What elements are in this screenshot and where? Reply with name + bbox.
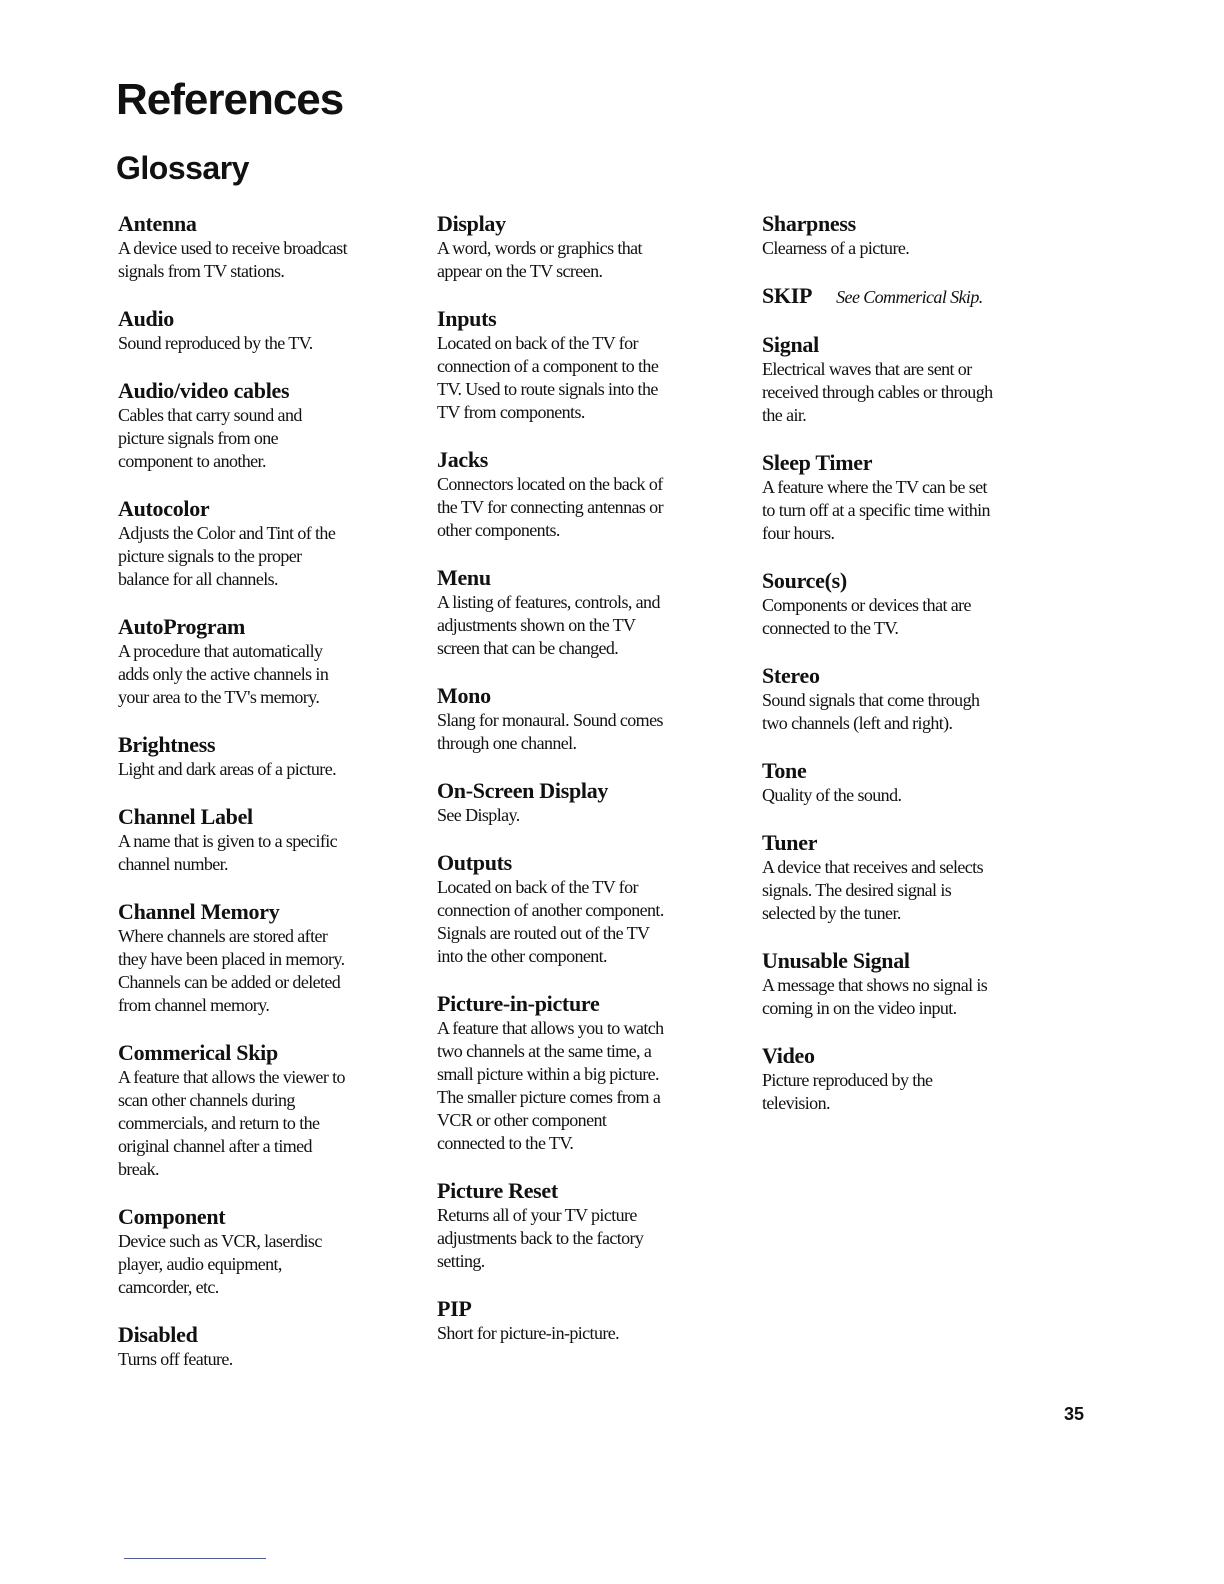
glossary-entry (118, 731, 418, 781)
glossary-entry (762, 449, 1072, 545)
glossary-entry (437, 777, 737, 827)
glossary-entry (437, 1177, 737, 1273)
glossary-term: Outputs (437, 850, 512, 875)
glossary-term: Autocolor (118, 496, 210, 521)
glossary-entry (118, 495, 418, 591)
glossary-term: PIP (437, 1296, 472, 1321)
glossary-term: Display (437, 211, 506, 236)
glossary-term: Jacks (437, 447, 489, 472)
glossary-entry (437, 564, 737, 660)
glossary-term: Sharpness (762, 211, 856, 236)
glossary-term: Picture Reset (437, 1178, 558, 1203)
glossary-term: Channel Label (118, 804, 253, 829)
glossary-term: Channel Memory (118, 899, 280, 924)
glossary-entry (437, 1295, 737, 1345)
glossary-term: Video (762, 1043, 815, 1068)
glossary-definition: Returns all of your TV picture adjustments back to the factory setting. (437, 1205, 644, 1271)
glossary-term: Audio/video cables (118, 378, 290, 403)
glossary-term: Tone (762, 758, 807, 783)
glossary-entry (118, 377, 418, 473)
glossary-definition: Quality of the sound. (762, 785, 902, 805)
glossary-term: Unusable Signal (762, 948, 910, 973)
glossary-definition: Clearness of a picture. (762, 238, 910, 258)
glossary-term: Antenna (118, 211, 197, 236)
glossary-entry (437, 446, 737, 542)
glossary-entry (437, 990, 737, 1155)
glossary-definition: Slang for monaural. Sound comes through one channel. (437, 710, 663, 753)
glossary-term: Menu (437, 565, 491, 590)
glossary-definition: A listing of features, controls, and adjustments shown on the TV screen that can be changed. (437, 592, 660, 658)
glossary-entry (762, 210, 1072, 260)
glossary-entry (118, 898, 418, 1017)
glossary-definition: Electrical waves that are sent or received through cables or through the air. (762, 359, 993, 425)
glossary-term: Source(s) (762, 568, 847, 593)
glossary-term: Commerical Skip (118, 1040, 278, 1065)
glossary-entry (762, 282, 1072, 309)
glossary-definition: A message that shows no signal is coming in on the video input. (762, 975, 988, 1018)
glossary-entry (118, 1039, 418, 1181)
glossary-cross-reference: See Commerical Skip. (836, 287, 983, 307)
glossary-entry (437, 305, 737, 424)
scan-artifact-line (124, 1558, 266, 1559)
glossary-entry (437, 210, 737, 283)
glossary-definition: Components or devices that are connected to the TV. (762, 595, 971, 638)
glossary-definition: A device used to receive broadcast signals from TV stations. (118, 238, 347, 281)
glossary-entry (762, 757, 1072, 807)
glossary-term: Component (118, 1204, 226, 1229)
glossary-definition: Adjusts the Color and Tint of the picture signals to the proper balance for all channels. (118, 523, 336, 589)
glossary-definition: Short for picture-in-picture. (437, 1323, 620, 1343)
glossary-definition: A device that receives and selects signals. The desired signal is selected by the tuner. (762, 857, 983, 923)
glossary-entry (118, 210, 418, 283)
section-title: Glossary (116, 150, 249, 186)
glossary-entry (118, 613, 418, 709)
glossary-definition: A procedure that automatically adds only the active channels in your area to the TV's memory. (118, 641, 329, 707)
glossary-entry (118, 803, 418, 876)
glossary-definition: A feature where the TV can be set to turn off at a specific time within four hours. (762, 477, 990, 543)
page-title: References (116, 75, 344, 124)
glossary-entry (762, 1042, 1072, 1115)
glossary-definition: Cables that carry sound and picture signals from one component to another. (118, 405, 302, 471)
glossary-entry (437, 682, 737, 755)
glossary-term: Stereo (762, 663, 820, 688)
glossary-entry (118, 305, 418, 355)
glossary-term: SKIP (762, 283, 813, 308)
glossary-entry (437, 849, 737, 968)
glossary-definition: Connectors located on the back of the TV for connecting antennas or other components. (437, 474, 663, 540)
glossary-entry (118, 1321, 418, 1371)
glossary-definition: A name that is given to a specific channel number. (118, 831, 338, 874)
glossary-entry (762, 567, 1072, 640)
glossary-definition: Picture reproduced by the television. (762, 1070, 933, 1113)
glossary-definition: See Display. (437, 805, 520, 825)
glossary-term: On-Screen Display (437, 778, 609, 803)
glossary-term: AutoProgram (118, 614, 246, 639)
glossary-entry (762, 662, 1072, 735)
glossary-definition: Located on back of the TV for connection of another component. Signals are routed out of the TV into the other component. (437, 877, 664, 966)
page-number: 35 (1064, 1404, 1085, 1424)
glossary-definition: Where channels are stored after they have been placed in memory. Channels can be added or deleted from channel memory. (118, 926, 345, 1015)
glossary-term: Inputs (437, 306, 497, 331)
glossary-cross-reference-row (762, 282, 1072, 309)
glossary-definition: Light and dark areas of a picture. (118, 759, 336, 779)
glossary-term: Picture-in-picture (437, 991, 600, 1016)
glossary-definition: Sound reproduced by the TV. (118, 333, 313, 353)
glossary-column-3 (762, 210, 1072, 1137)
glossary-definition: Device such as VCR, laserdisc player, audio equipment, camcorder, etc. (118, 1231, 322, 1297)
glossary-column-1 (118, 210, 418, 1393)
glossary-term: Brightness (118, 732, 216, 757)
glossary-entry (762, 947, 1072, 1020)
glossary-term: Disabled (118, 1322, 198, 1347)
glossary-column-2 (437, 210, 737, 1367)
glossary-term: Sleep Timer (762, 450, 873, 475)
glossary-entry (762, 331, 1072, 427)
glossary-definition: A feature that allows you to watch two channels at the same time, a small picture within a big picture. The smaller picture comes from a VCR or other component connected to the TV. (437, 1018, 664, 1153)
glossary-entry (762, 829, 1072, 925)
glossary-definition: Sound signals that come through two channels (left and right). (762, 690, 980, 733)
glossary-term: Mono (437, 683, 491, 708)
glossary-definition: Located on back of the TV for connection of a component to the TV. Used to route signals into the TV from components. (437, 333, 659, 422)
glossary-term: Signal (762, 332, 819, 357)
glossary-term: Tuner (762, 830, 818, 855)
glossary-definition: Turns off feature. (118, 1349, 233, 1369)
glossary-entry (118, 1203, 418, 1299)
glossary-definition: A feature that allows the viewer to scan other channels during commercials, and return to the original channel after a timed break. (118, 1067, 345, 1179)
glossary-term: Audio (118, 306, 174, 331)
glossary-definition: A word, words or graphics that appear on the TV screen. (437, 238, 642, 281)
